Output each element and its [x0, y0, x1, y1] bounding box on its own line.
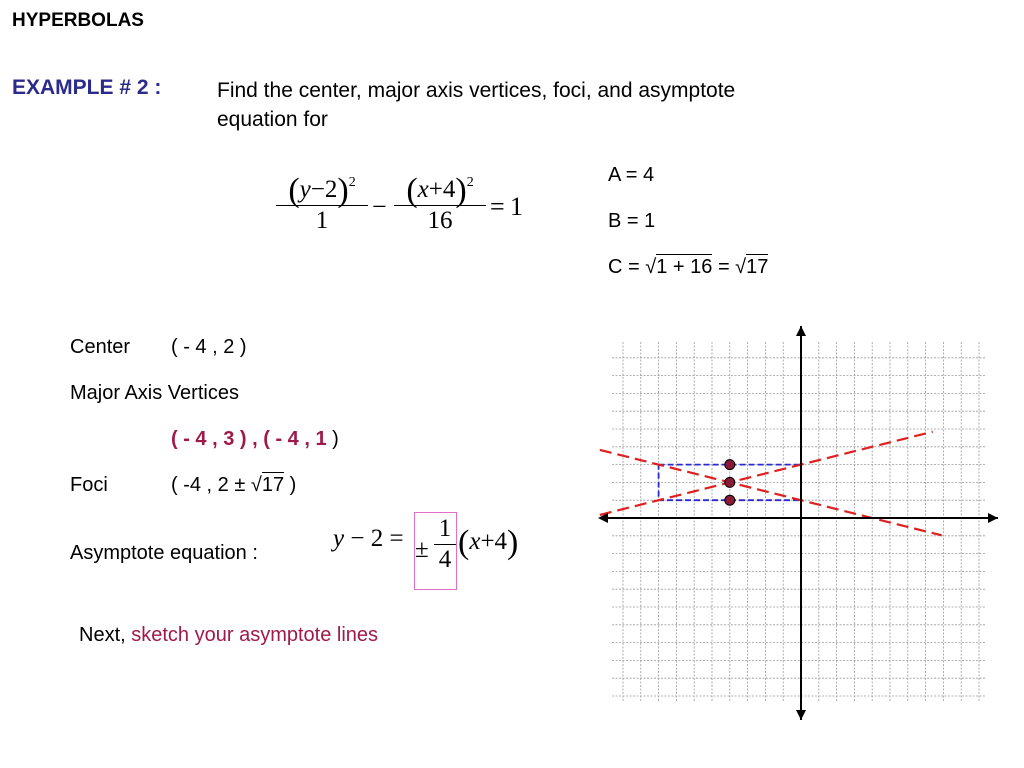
asymptote-pm: ± — [415, 536, 429, 563]
example-prompt: Find the center, major axis vertices, foci, and asymptote equation for — [217, 79, 736, 131]
vertex-point-lower — [725, 495, 735, 505]
value-b: B = 1 — [608, 210, 656, 232]
asymptote-line-positive — [600, 432, 933, 515]
equation-numerator-2: $(x+4)^2$ — [406, 172, 474, 209]
equation-minus: − — [372, 192, 387, 221]
value-c: C = √1 + 16 = √17 — [608, 256, 769, 278]
key-points — [725, 460, 735, 506]
y-axis-arrow-up — [796, 326, 806, 336]
foci-label: Foci — [70, 474, 108, 496]
vertices-label: Major Axis Vertices — [70, 382, 239, 404]
coordinate-graph — [594, 324, 1004, 724]
y-axis-arrow-down — [796, 710, 806, 720]
equation-fraction-1 — [276, 168, 368, 236]
axes — [598, 326, 998, 720]
center-point — [725, 477, 735, 487]
vertex-point-upper — [725, 460, 735, 470]
page-title: HYPERBOLAS — [12, 10, 144, 31]
center-value: ( - 4 , 2 ) — [171, 336, 247, 358]
next-instruction: Next, sketch your asymptote lines — [79, 624, 379, 646]
equation-numerator-1: $(y-2)^2$ — [288, 172, 356, 209]
equation-fraction-2 — [394, 168, 486, 236]
asymptote-rhs: (x+4) — [458, 524, 519, 561]
asymptote-equation: y − 2 = — [333, 525, 404, 552]
asymptote-fraction-den: 4 — [434, 544, 456, 575]
foci-value: ( -4 , 2 ± √17 ) — [171, 474, 297, 496]
equation-equals: = — [490, 192, 505, 221]
asymptote-label: Asymptote equation : — [70, 542, 258, 564]
equation-denominator-2: 16 — [394, 205, 486, 236]
equation-denominator-1: 1 — [276, 205, 368, 236]
vertices-value: ( - 4 , 3 ) , ( - 4 , 1 ) — [171, 428, 339, 450]
asymptote-fraction-num: 1 — [438, 515, 452, 542]
x-axis-arrow-right — [988, 513, 998, 523]
example-label: EXAMPLE # 2 : — [12, 76, 162, 99]
grid — [612, 342, 986, 702]
equation-rhs: 1 — [510, 192, 523, 221]
slope-highlight-box — [414, 512, 457, 590]
center-label: Center — [70, 336, 131, 358]
value-a: A = 4 — [608, 164, 655, 186]
